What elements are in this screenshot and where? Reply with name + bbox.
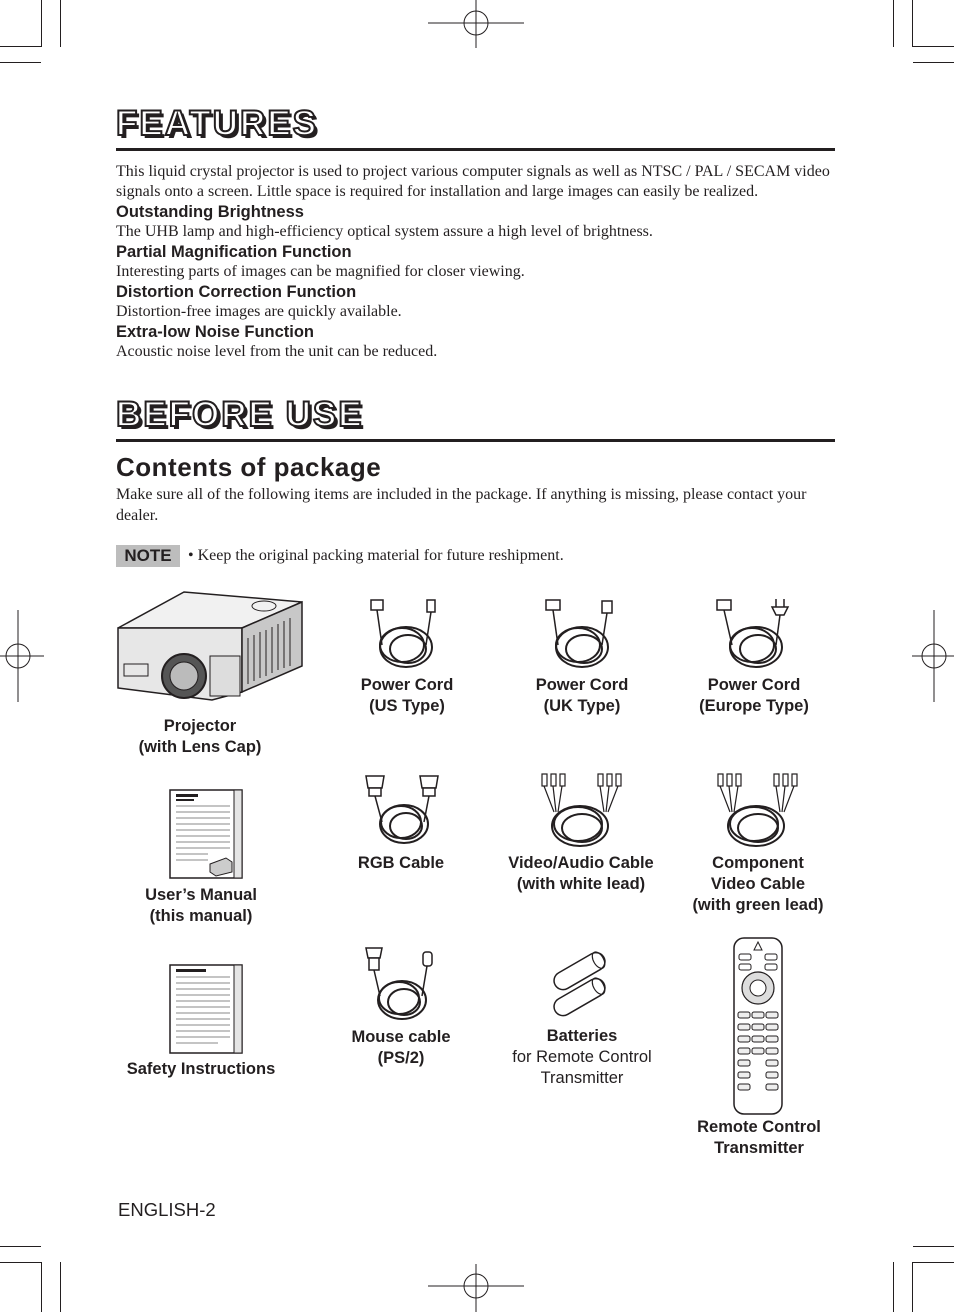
item-label-video-audio-cable: Video/Audio Cable (with white lead) [508,854,654,893]
contents-heading: Contents of package [116,452,382,482]
registration-mark-icon [428,1264,524,1312]
feature-text: Distortion-free images are quickly available. [116,303,402,320]
item-label-rgb-cable: RGB Cable [357,854,445,872]
registration-mark-icon [0,610,48,702]
registration-mark-icon [428,0,524,48]
remote-control-icon [732,936,784,1116]
feature-title: Distortion Correction Function [116,283,357,301]
features-heading: FEATURES [116,104,319,143]
item-label-power-cord-europe: Power Cord (Europe Type) [699,676,809,715]
manual-icon [168,788,244,880]
power-cord-uk-icon [538,597,618,671]
crop-mark [0,46,41,47]
crop-mark [913,1246,954,1247]
note-text: • Keep the original packing material for future reshipment. [188,547,564,564]
registration-mark-icon [908,610,954,702]
crop-mark [41,0,42,47]
power-cord-us-icon [362,597,442,671]
projector-icon [114,588,306,706]
item-label-manual: User’s Manual (this manual) [145,886,257,925]
component-cable-icon [714,770,800,850]
power-cord-europe-icon [712,597,792,671]
feature-text: Acoustic noise level from the unit can be reduced. [116,343,438,360]
feature-title: Outstanding Brightness [116,203,304,221]
crop-mark [0,1262,41,1263]
contents-text: Make sure all of the following items are included in the package. If anything is missing, please contact your dealer. [116,486,807,524]
crop-mark [913,62,954,63]
item-label-projector: Projector (with Lens Cap) [138,717,262,756]
item-label-safety-instructions: Safety Instructions [126,1060,276,1078]
crop-mark [41,1262,42,1312]
video-audio-cable-icon [538,770,624,850]
crop-mark [0,1246,41,1247]
crop-mark [912,0,913,47]
crop-mark [913,46,954,47]
features-rule [116,148,835,151]
feature-title: Partial Magnification Function [116,243,352,261]
crop-mark [0,62,41,63]
note-badge: NOTE [116,545,180,567]
item-label-remote-control: Remote Control Transmitter [697,1118,821,1157]
before-use-rule [116,439,835,442]
item-label-batteries: Batteries for Remote Control Transmitter [512,1027,652,1087]
item-label-power-cord-uk: Power Cord (UK Type) [535,676,629,715]
mouse-cable-icon [362,944,442,1024]
feature-text: The UHB lamp and high-efficiency optical system assure a high level of brightness. [116,223,653,240]
crop-mark [913,1262,954,1263]
item-label-power-cord-us: Power Cord (US Type) [360,676,454,715]
features-intro: This liquid crystal projector is used to project various computer signals as well as NTSC / PAL / SECAM video signals onto a screen. Little space is required for installation and large images can easily be realized. [116,163,830,200]
before-use-heading: BEFORE USE [116,395,364,434]
features-section [116,162,836,362]
item-label-component-cable: Component Video Cable (with green lead) [692,854,824,914]
rgb-cable-icon [364,772,442,848]
page-number: ENGLISH-2 [118,1199,216,1220]
crop-mark [60,1262,61,1312]
safety-sheet-icon [168,963,244,1055]
crop-mark [893,0,894,47]
feature-text: Interesting parts of images can be magnified for closer viewing. [116,263,525,280]
crop-mark [60,0,61,47]
batteries-icon [540,950,620,1020]
crop-mark [893,1262,894,1312]
feature-title: Extra-low Noise Function [116,323,315,341]
item-label-mouse-cable: Mouse cable (PS/2) [351,1028,451,1067]
crop-mark [912,1262,913,1312]
